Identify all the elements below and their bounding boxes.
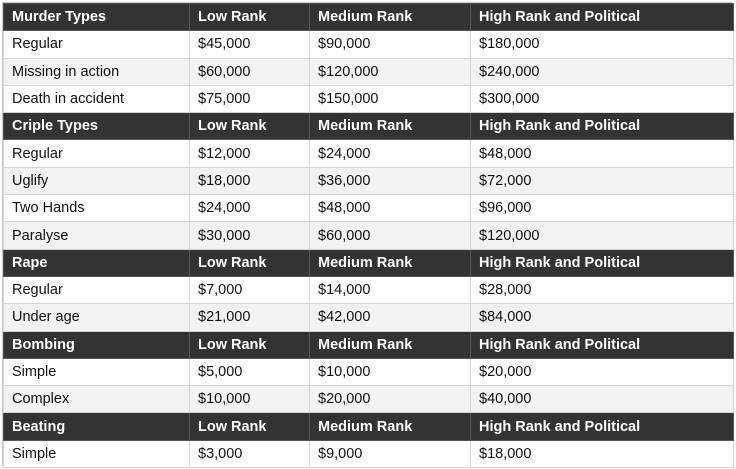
header-cell: Low Rank [190, 331, 310, 358]
header-cell: High Rank and Political [471, 331, 734, 358]
price-cell: $48,000 [471, 140, 734, 167]
price-cell: $9,000 [310, 440, 471, 467]
price-cell: $14,000 [310, 276, 471, 303]
row-label-cell: Regular [4, 276, 190, 303]
price-cell: $5,000 [190, 358, 310, 385]
price-cell: $120,000 [310, 58, 471, 85]
section-header-row [4, 113, 734, 140]
row-label-cell: Simple [4, 440, 190, 467]
price-table-body [4, 4, 734, 468]
table-row [4, 222, 734, 249]
row-label-cell: Missing in action [4, 58, 190, 85]
price-cell: $12,000 [190, 140, 310, 167]
header-cell: Murder Types [4, 4, 190, 31]
price-cell: $21,000 [190, 304, 310, 331]
table-row [4, 167, 734, 194]
price-cell: $96,000 [471, 195, 734, 222]
price-cell: $120,000 [471, 222, 734, 249]
header-cell: Low Rank [190, 413, 310, 440]
price-table-container [2, 2, 732, 466]
price-cell: $40,000 [471, 386, 734, 413]
table-row [4, 195, 734, 222]
header-cell: Rape [4, 249, 190, 276]
price-cell: $60,000 [190, 58, 310, 85]
row-label-cell: Uglify [4, 167, 190, 194]
price-cell: $300,000 [471, 85, 734, 112]
table-row [4, 358, 734, 385]
header-cell: Low Rank [190, 249, 310, 276]
row-label-cell: Simple [4, 358, 190, 385]
section-header-row [4, 331, 734, 358]
price-cell: $20,000 [471, 358, 734, 385]
table-row [4, 276, 734, 303]
section-header-row [4, 249, 734, 276]
price-cell: $180,000 [471, 31, 734, 58]
section-header-row [4, 413, 734, 440]
table-row [4, 85, 734, 112]
price-cell: $10,000 [310, 358, 471, 385]
header-cell: High Rank and Political [471, 249, 734, 276]
price-cell: $48,000 [310, 195, 471, 222]
price-cell: $10,000 [190, 386, 310, 413]
price-cell: $30,000 [190, 222, 310, 249]
price-cell: $36,000 [310, 167, 471, 194]
header-cell: Medium Rank [310, 4, 471, 31]
row-label-cell: Death in accident [4, 85, 190, 112]
price-cell: $18,000 [190, 167, 310, 194]
price-cell: $60,000 [310, 222, 471, 249]
row-label-cell: Two Hands [4, 195, 190, 222]
row-label-cell: Regular [4, 31, 190, 58]
price-table [3, 3, 734, 468]
price-cell: $150,000 [310, 85, 471, 112]
table-row [4, 304, 734, 331]
table-row [4, 386, 734, 413]
price-cell: $240,000 [471, 58, 734, 85]
price-cell: $75,000 [190, 85, 310, 112]
price-cell: $7,000 [190, 276, 310, 303]
header-cell: Beating [4, 413, 190, 440]
header-cell: Criple Types [4, 113, 190, 140]
price-cell: $24,000 [310, 140, 471, 167]
price-cell: $28,000 [471, 276, 734, 303]
header-cell: Medium Rank [310, 331, 471, 358]
header-cell: High Rank and Political [471, 4, 734, 31]
table-row [4, 31, 734, 58]
header-cell: Low Rank [190, 113, 310, 140]
price-cell: $3,000 [190, 440, 310, 467]
row-label-cell: Complex [4, 386, 190, 413]
row-label-cell: Under age [4, 304, 190, 331]
table-row [4, 58, 734, 85]
section-header-row [4, 4, 734, 31]
header-cell: Medium Rank [310, 249, 471, 276]
price-cell: $72,000 [471, 167, 734, 194]
table-row [4, 440, 734, 467]
price-cell: $42,000 [310, 304, 471, 331]
price-cell: $24,000 [190, 195, 310, 222]
price-cell: $45,000 [190, 31, 310, 58]
header-cell: Medium Rank [310, 113, 471, 140]
price-cell: $18,000 [471, 440, 734, 467]
price-cell: $90,000 [310, 31, 471, 58]
table-row [4, 140, 734, 167]
header-cell: Bombing [4, 331, 190, 358]
header-cell: High Rank and Political [471, 113, 734, 140]
price-cell: $20,000 [310, 386, 471, 413]
row-label-cell: Paralyse [4, 222, 190, 249]
price-cell: $84,000 [471, 304, 734, 331]
row-label-cell: Regular [4, 140, 190, 167]
header-cell: Medium Rank [310, 413, 471, 440]
header-cell: High Rank and Political [471, 413, 734, 440]
header-cell: Low Rank [190, 4, 310, 31]
